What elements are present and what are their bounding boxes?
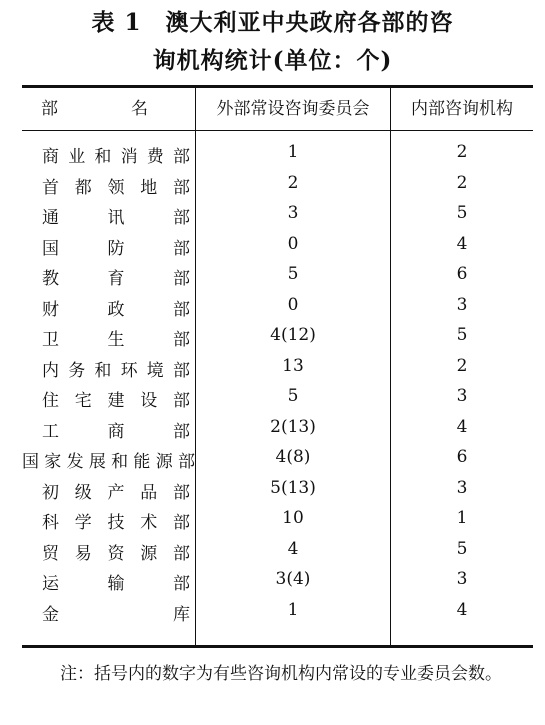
internal-count-cell: 5 <box>456 203 468 223</box>
department-cell: 金库 <box>42 604 190 625</box>
internal-count-cell: 2 <box>456 142 468 162</box>
external-count-cell: 4(8) <box>275 447 311 467</box>
table-row <box>22 505 533 536</box>
department-cell: 内务和环境部 <box>42 360 190 381</box>
header-internal-bodies: 内部咨询机构 <box>411 99 513 119</box>
internal-count-cell: 2 <box>456 355 468 376</box>
internal-count-cell: 3 <box>456 569 468 589</box>
table-row <box>22 536 533 567</box>
table-row <box>22 414 533 445</box>
table-row <box>22 231 533 262</box>
department-cell: 首都领地部 <box>42 177 190 198</box>
department-cell: 运输部 <box>42 574 190 594</box>
department-cell: 住宅建设部 <box>42 391 190 411</box>
internal-count-cell: 5 <box>456 538 468 559</box>
table-row <box>22 444 533 475</box>
internal-count-cell: 2 <box>456 172 468 193</box>
table-bottom-rule <box>22 645 533 648</box>
external-count-cell: 3 <box>287 203 299 223</box>
internal-count-cell: 3 <box>456 477 468 498</box>
header-external-committees: 外部常设咨询委员会 <box>216 99 370 119</box>
department-cell: 通讯部 <box>42 208 190 228</box>
table-row <box>22 200 533 231</box>
external-count-cell: 0 <box>287 233 299 254</box>
internal-count-cell: 4 <box>456 599 468 620</box>
department-cell: 国家发展和能源部 <box>22 452 195 472</box>
table-row <box>22 383 533 414</box>
internal-count-cell: 3 <box>456 294 468 315</box>
table-title-line-2: 询机构统计(单位：个) <box>152 47 393 74</box>
table-row <box>22 322 533 353</box>
external-count-cell: 5 <box>287 386 299 406</box>
table-row <box>22 353 533 384</box>
external-count-cell: 1 <box>287 142 299 162</box>
department-cell: 国防部 <box>42 238 190 259</box>
table-row <box>22 170 533 201</box>
external-count-cell: 4(12) <box>270 325 316 345</box>
internal-count-cell: 6 <box>456 264 468 284</box>
external-count-cell: 2(13) <box>270 416 316 437</box>
table-row <box>22 475 533 506</box>
external-count-cell: 3(4) <box>275 569 311 589</box>
table-header-rule <box>22 130 533 131</box>
department-cell: 财政部 <box>42 299 190 320</box>
table-row <box>22 292 533 323</box>
department-cell: 科学技术部 <box>42 513 190 533</box>
internal-count-cell: 4 <box>456 233 468 254</box>
external-count-cell: 5(13) <box>270 477 316 498</box>
department-cell: 贸易资源部 <box>42 543 190 564</box>
external-count-cell: 10 <box>282 508 304 528</box>
department-cell: 初级产品部 <box>42 482 190 503</box>
internal-count-cell: 4 <box>456 416 468 437</box>
department-cell: 工商部 <box>42 421 190 442</box>
department-cell: 卫生部 <box>42 330 190 350</box>
table-row <box>22 566 533 597</box>
table-row <box>22 597 533 628</box>
external-count-cell: 0 <box>287 294 299 315</box>
external-count-cell: 1 <box>287 599 299 620</box>
external-count-cell: 5 <box>287 264 299 284</box>
table-row <box>22 261 533 292</box>
table-row <box>22 139 533 170</box>
department-cell: 商业和消费部 <box>42 147 190 167</box>
internal-count-cell: 6 <box>456 447 468 467</box>
internal-count-cell: 1 <box>456 508 468 528</box>
table-footnote: 注：括号内的数字为有些咨询机构内常设的专业委员会数。 <box>60 664 502 684</box>
external-count-cell: 2 <box>287 172 299 193</box>
external-count-cell: 13 <box>282 355 304 376</box>
department-cell: 教育部 <box>42 269 190 289</box>
table-title-line-1: 表 1 澳大利亚中央政府各部的咨 <box>91 9 454 36</box>
internal-count-cell: 3 <box>456 386 468 406</box>
header-department: 部 名 <box>41 99 176 119</box>
table-body <box>22 139 533 627</box>
external-count-cell: 4 <box>287 538 299 559</box>
internal-count-cell: 5 <box>456 325 468 345</box>
